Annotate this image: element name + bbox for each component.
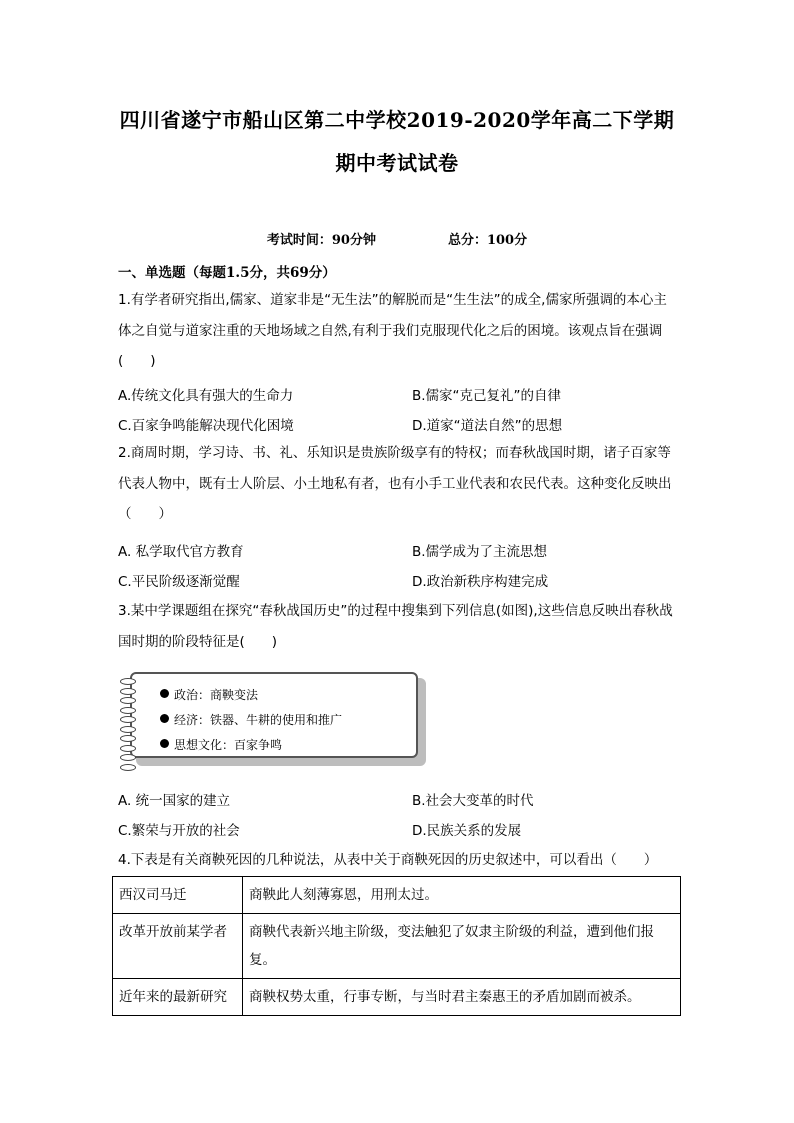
question-3-stem: 3.某中学课题组在探究“春秋战国历史”的过程中搜集到下列信息(如图),这些信息反映出春秋战国时期的阶段特征是( ) (118, 603, 673, 650)
figure-item: 经济：铁器、牛耕的使用和推广 (174, 711, 342, 728)
question-1-option-b: B.儒家“克己复礼”的自律 (412, 388, 562, 404)
bullet-icon (160, 689, 169, 698)
question-3-option-a: A. 统一国家的建立 (118, 793, 231, 809)
question-2-option-c: C.平民阶级逐渐觉醒 (118, 574, 240, 590)
figure-item: 思想文化：百家争鸣 (174, 736, 282, 753)
table-cell-view: 商鞅权势太重，行事专断，与当时君主秦惠王的矛盾加剧而被杀。 (243, 979, 681, 1016)
question-1-option-a: A.传统文化具有强大的生命力 (118, 388, 294, 404)
question-2-option-a: A. 私学取代官方教育 (118, 544, 244, 560)
question-2-option-d: D.政治新秩序构建完成 (412, 574, 549, 590)
question-1-option-d: D.道家“道法自然”的思想 (412, 418, 563, 434)
table-row (113, 877, 681, 914)
table-row (113, 979, 681, 1016)
question-2-option-b: B.儒学成为了主流思想 (412, 544, 548, 560)
question-3-option-b: B.社会大变革的时代 (412, 793, 534, 809)
table-row (113, 914, 681, 979)
exam-title-line1: 四川省遂宁市船山区第二中学校2019-2020学年高二下学期 (119, 108, 675, 132)
bullet-icon (160, 739, 169, 748)
exam-title-line2: 期中考试试卷 (335, 151, 459, 175)
exam-meta (0, 229, 794, 248)
table-cell-source: 西汉司马迁 (113, 877, 243, 914)
question-1-stem: 1.有学者研究指出,儒家、道家非是“无生法”的解脱而是“生生法”的成全,儒家所强调的本心主体之自觉与道家注重的天地场域之自然,有利于我们克服现代化之后的困境。该观点旨在强调( ) (118, 292, 667, 369)
notebook-figure (126, 672, 426, 766)
table-cell-source: 近年来的最新研究 (113, 979, 243, 1016)
table-cell-source: 改革开放前某学者 (113, 914, 243, 979)
death-cause-table (112, 876, 681, 1016)
question-4-stem: 4.下表是有关商鞅死因的几种说法，从表中关于商鞅死因的历史叙述中，可以看出（ ） (118, 852, 658, 868)
question-2-stem: 2.商周时期，学习诗、书、礼、乐知识是贵族阶级享有的特权；而春秋战国时期，诸子百家等代表人物中，既有士人阶层、小土地私有者，也有小手工业代表和农民代表。这种变化反映出（ ） (118, 445, 672, 522)
bullet-icon (160, 714, 169, 723)
exam-time: 考试时间：90分钟 (266, 233, 376, 248)
figure-item: 政治：商鞅变法 (174, 686, 258, 703)
question-3-option-d: D.民族关系的发展 (412, 823, 522, 839)
spiral-binding-icon (120, 678, 140, 756)
question-3-option-c: C.繁荣与开放的社会 (118, 823, 240, 839)
table-cell-view: 商鞅代表新兴地主阶级，变法触犯了奴隶主阶级的利益，遭到他们报复。 (243, 914, 681, 979)
section-heading: 一、单选题（每题1.5分，共69分） (118, 265, 336, 281)
table-cell-view: 商鞅此人刻薄寡恩，用刑太过。 (243, 877, 681, 914)
notebook-page (130, 672, 418, 758)
exam-score: 总分：100分 (447, 233, 528, 248)
question-1-option-c: C.百家争鸣能解决现代化困境 (118, 418, 294, 434)
